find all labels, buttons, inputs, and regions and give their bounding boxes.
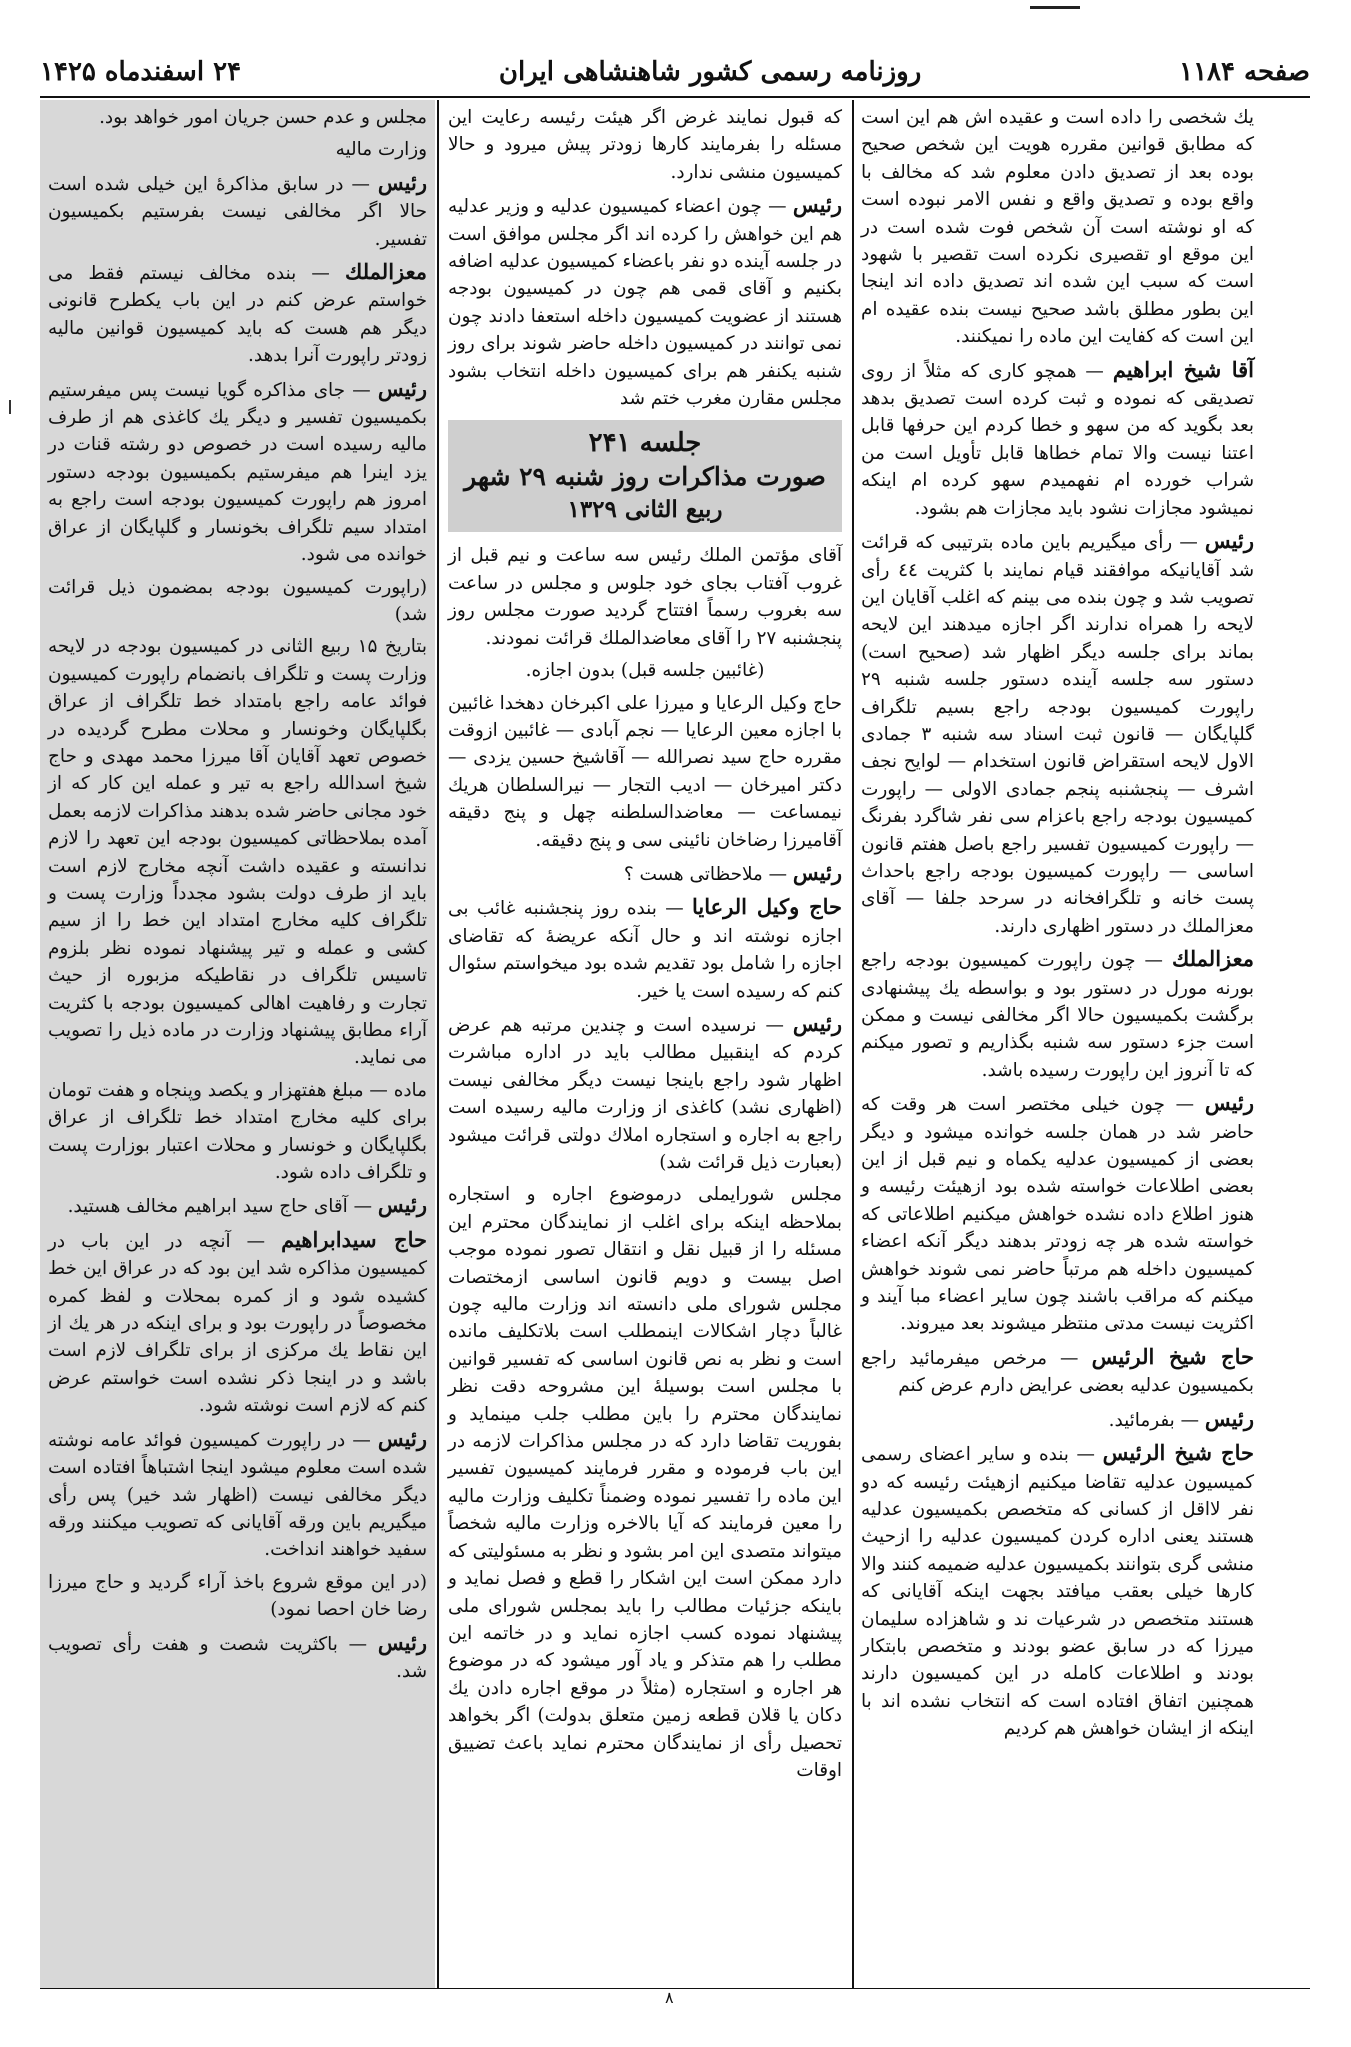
paragraph (48, 1226, 427, 1420)
speaker-name: رئیس (377, 169, 427, 195)
paragraph: حاج وکیل الرعایا و میرزا علی اکبرخان دهخدا غائبین با اجازه معین الرعایا — نجم آبادی — غائبین ازوقت مقرره حاج سید نصرالله — آقاشیخ حسین یزدی — دکتر امیرخان — ادیب التجار — نیرالسلطان هریك نیمساعت — معاضدالسلطنه چهل و پنج دقیقه آقامیرزا رضاخان نائینی سی و پنج دقیقه. (448, 692, 842, 851)
speech-text: — ملاحظاتی هست ؟ (623, 863, 788, 885)
session-number: جلسه ۲۴۱ (588, 428, 702, 459)
speech-text: — چون راپورت کمیسیون بودجه راجع بورنه مورل در دستور بود و بواسطه یك پیشنهادی برگشت بکمیسیون حالا اگر مخالفی نیست و ممکن است جزء دستور سه شنبه بگذاریم و تصور میکنم که تا آنروز این راپورت رسیده باشد. (861, 950, 1254, 1081)
speaker-name: رئیس (792, 1010, 842, 1036)
issue-date: ۲۴ اسفندماه ۱۴۲۵ (40, 57, 242, 87)
column-middle (440, 100, 850, 1988)
newspaper-title: روزنامه رسمی کشور شاهنشاهی ایران (498, 57, 922, 87)
paragraph (448, 191, 842, 412)
speaker-name: حاج شیخ الرئیس (1091, 1343, 1254, 1369)
signature: وزارت مالیه (335, 139, 427, 161)
speaker-name: حاج شیخ الرئیس (1102, 1440, 1254, 1466)
speaker-name: رئیس (377, 1192, 427, 1218)
page-header (40, 52, 1310, 92)
paragraph (861, 356, 1254, 522)
speaker-name: رئیس (1204, 1090, 1254, 1116)
paragraph: (غائبین جلسه قبل) بدون اجازه. (525, 660, 765, 682)
paragraph: یك شخصی را داده است و عقیده اش هم این است که مطابق قوانین مقرره هویت این شخص صحیح بوده بعد از تصدیق دادن معلوم شد که مخالف با واقع بوده و تصدیق واقع و نفس الامر نبوده است که او نوشته است آن شخص فوت شده است در این موقع او تقصیری نکرده است تقصیر با شهود است که سبب این شده اند تصدیق داده اند اینجا این بطور مطلق باشد صحیح نیست بنده عقیده ام این است که کفایت این ماده را نمیکنند. (861, 107, 1254, 348)
speech-text: — آنچه در این باب در کمیسیون مذاکره شد این بود که در عراق این خط کشیده شود و از کمره بمحلات و لفظ کمره مخصوصاً در راپورت بود و برای اینکه در هر یك از این نقاط یك مرکزی از برای تلگراف لازم است باشد و در اینجا ذکر نشده است خواستم عرض کنم که لازم است نوشته شود. (48, 1230, 427, 1417)
speech-text: — رأی میگیریم باین ماده بترتیبی که قرائت شد آقایانیکه موافقند قیام نمایند با کثریت ٤٤ رأی تصویب شد و چون بنده می بینم که اغلب آقایان این لایحه را همراه ندارند اگر اجازه میدهند این لایحه بماند برای جلسه دیگر اظهار شد (صحیح است) دستور سه جلسه آینده دستور جلسه شنبه ۲۹ راپورت کمیسیون بودجه راجع بسیم تلگراف گلپایگان — قانون ثبت اسناد سه شنبه ۳ جمادی الاول لایحه استقراض قانون استخدام — لوایح نجف اشرف — پنجشنبه پنجم جمادی الاولی — راپورت کمیسیون بودجه راجع باعزام سی نفر شاگرد بفرنگ — راپورت کمیسیون تفسیر راجع باصل هفتم قانون اساسی — راپورت کمیسیون بودجه راجع باحداث پست خانه و تلگرافخانه در سرحد جلفا — آقای معزالملك در دستور اظهاری دارند. (861, 532, 1254, 937)
speaker-name: حاج وکیل الرعایا (692, 894, 843, 920)
speaker-name: رئیس (792, 192, 842, 218)
speech-text: — آقای حاج سید ابراهیم مخالف هستید. (67, 1196, 373, 1218)
paragraph: مجلس و عدم حسن جریان امور خواهد بود. (99, 107, 427, 128)
speaker-name: رئیس (1204, 1405, 1254, 1431)
speech-text: — چون اعضاء کمیسیون عدلیه و وزیر عدلیه هم این خواهش را کرده اند اگر مجلس موافق است در جلسه آینده دو نفر باعضاء کمیسیون عدلیه اضافه بکنیم و آقای قمی هم چون در کمیسیون بودجه هستند از عضویت کمیسیون داخله استعفا دادند چون نمی توانند در کمیسیون داخله حاضر شوند برای روز شنبه یکنفر هم برای کمیسیون داخله انتخاب بشود مجلس مقارن مغرب ختم شد (448, 196, 842, 410)
session-heading (448, 420, 842, 532)
paragraph (861, 1089, 1254, 1338)
speaker-name: رئیس (377, 1425, 427, 1451)
column-left (40, 100, 435, 1988)
paragraph (48, 1425, 427, 1564)
speech-text: — جای مذاکره گویا نیست پس میفرستیم بکمیسیون تفسیر و دیگر یك کاغذی هم از طرف مالیه رسیده است در خصوص دو رشته قنات در یزد اینرا هم میفرستیم بکمیسیون بودجه دستور امروز هم راپورت کمیسیون بودجه است راجع به امتداد سیم تلگراف بخونسار و گلپایگان از عراق خوانده می شود. (48, 379, 427, 566)
top-mark (1030, 6, 1080, 9)
margin-mark (9, 400, 11, 414)
speech-text: — باکثریت شصت و هفت رأی تصویب شد. (48, 1633, 427, 1682)
session-date: ربیع الثانی ۱۳۲۹ (567, 496, 723, 524)
speaker-name: حاج سیدابراهیم (281, 1226, 427, 1252)
paragraph: که قبول نمایند غرض اگر هیئت رئیسه رعایت این مسئله را بفرمایند کارها زودتر پیش میرود و حالا کمیسیون منشی ندارد. (448, 107, 842, 183)
header-rule (40, 96, 1310, 98)
footer-rule (40, 1988, 1310, 1989)
paragraph: (در این موقع شروع باخذ آراء گردید و حاج میرزا رضا خان احصا نمود) (48, 1571, 427, 1621)
paragraph: آقای مؤتمن الملك رئیس سه ساعت و نیم قبل از غروب آفتاب بجای خود جلوس و مجلس در ساعت سه بغروب رسماً افتتاح گردید صورت مجلس روز پنجشنبه ۲۷ را آقای معاضدالملك قرائت نمودند. (448, 545, 842, 649)
speaker-name: آقا شیخ ابراهیم (1112, 356, 1254, 382)
paragraph (48, 169, 427, 253)
paragraph: مجلس شورایملی درموضوع اجاره و استجاره بملاحظه اینکه برای اغلب از نمایندگان محترم این مسئله را از قبیل نقل و انتقال تصور نموده موجب اصل بیست و دویم قانون اساسی ازمختصات مجلس شورای ملی دانسته اند وزارت مالیه چون غالباً دچار اشکالات اینمطلب است بلاتکلیف مانده است و نظر به نص قانون اساسی که تفسیر قوانین با مجلس است بوسیلهٔ این مشروحه دقت نظر نمایندگان محترم را باین مطلب جلب مینماید و بفوریت تقاضا دارد که در مجلس مذاکرات لازمه در این باب فرموده و مقرر فرمایند کمیسیون تفسیر این ماده را تفسیر نموده وضمناً تکلیف وزارت مالیه را معین فرمایند که آیا بالاخره وزارت مالیه شخصاً میتواند متصدی این امر بشود و نظر به مسئولیتی که دارد ممکن است این اشکار را قطع و فصل نماید و باینکه جزئیات مطالب را باید بمجلس شورای ملی پیشنهاد نموده کسب اجازه نماید و در خاتمه این مطلب را هم متذکر و یاد آور میشود که در موضوع هر اجاره و استجاره (مثلاً در موقع اجاره دادن یك دکان یا قلان قطعه زمین متعلق بدولت) اگر بخواهد تحصیل رأی از نمایندگان محترم نماید باعث تضییق اوقات (448, 1184, 842, 1781)
paragraph (861, 1405, 1254, 1434)
speech-text: — نرسیده است و چندین مرتبه هم عرض کردم که اینقبیل مطالب باید در اداره مباشرت اظهار شود راجع باینجا نیست دیگر مخالفی نیست (اظهاری نشد) کاغذی از وزارت مالیه رسیده است راجع به اجاره و استجاره املاك دولتی قرائت میشود (بعبارت ذیل قرائت شد) (448, 1014, 842, 1173)
column-divider (437, 100, 439, 1988)
paragraph (48, 1191, 427, 1220)
speech-text: — بفرمائید. (1108, 1409, 1200, 1431)
paragraph (861, 1343, 1254, 1400)
speaker-name: رئیس (377, 1629, 427, 1655)
speech-text: — در سابق مذاکرهٔ این خیلی شده است حالا اگر مخالفی نیست بفرستیم بکمیسیون تفسیر. (48, 173, 427, 250)
column-divider (852, 100, 854, 1988)
speaker-name: رئیس (792, 859, 842, 885)
paragraph (448, 1010, 842, 1176)
column-right (855, 100, 1260, 1988)
page-label: صفحه ۱۱۸۴ (1179, 57, 1310, 87)
paragraph (861, 1439, 1254, 1742)
paragraph (448, 893, 842, 1005)
paragraph (48, 375, 427, 569)
paragraph (861, 527, 1254, 940)
paragraph: ماده — مبلغ هفتهزار و یکصد وپنجاه و هفت تومان برای کلیه مخارج امتداد خط تلگراف از عراق بگلپایگان و خونسار و محلات اعتبار بوزارت پست و تلگراف داده شود. (48, 1079, 427, 1184)
speech-text: — بنده مخالف نیستم فقط می خواستم عرض کنم در این باب یکطرح قانونی دیگر هم هست که باید کمیسیون قوانین مالیه زودتر راپورت آنرا بدهد. (48, 263, 427, 367)
speech-text: — مرخص میفرمائید راجع بکمیسیون عدلیه بعضی عرایض دارم عرض کنم (861, 1347, 1254, 1397)
page-number: ۸ (665, 1988, 674, 2007)
speaker-name: رئیس (1204, 528, 1254, 554)
speech-text: — بنده و سایر اعضای رسمی کمیسیون عدلیه تقاضا میکنیم ازهیئت رئیسه که دو نفر لااقل از کسانی که متخصص بکمیسیون عدلیه هستند یعنی اداره کردن کمیسیون عدلیه را ازحیث منشی گری بتوانند بکمیسیون عدلیه ضمیمه کنند والا کارها خیلی بعقب میافتد بجهت اینکه آقایانی که هستند متخصص در شرعیات ند و شاهزاده سلیمان میرزا که در سابق عضو بودند و متخصص بابتکار بودند و اطلاعات کامله در این کمیسیون دارند همچنین اتفاق افتاده است که انتخاب نشده اند با اینکه از ایشان خواهش هم کردیم (861, 1444, 1254, 1740)
paragraph: بتاریخ ۱۵ ربیع الثانی در کمیسیون بودجه در لایحه وزارت پست و تلگراف بانضمام راپورت کمیسیون فوائد عامه راجع بامتداد خط تلگراف از عراق بگلپایگان وخونسار و محلات مطرح گردیده در خصوص تعهد آقایان آقا میرزا محمد مهدی و حاج شیخ اسدالله راجع به تیر و عمله این کار که از خود مجانی حاضر شده بدهند مذاکرات لازمه بعمل آمده بملاحظاتی کمیسیون بودجه این تعهد را لازم ندانسته و عقیده داشت آنچه مخارج لازم است باید از طرف دولت بشود مجدداً وزارت پست و تلگراف کلیه مخارج امتداد این خط را از سیم کشی و عمله و تیر پیشنهاد نموده نظر بلزوم تاسیس تلگراف در نقاطیکه مزبوره از حیث تجارت و رفاهیت اهالی کمیسیون بودجه با کثریت آراء مطابق پیشنهاد وزارت در ماده ذیل را تصویب می نماید. (48, 636, 427, 1069)
speech-text: — در راپورت کمیسیون فوائد عامه نوشته شده است معلوم میشود اینجا اشتباهاً افتاده است دیگر مخالفی نیست (اظهار شد خیر) پس رأی میگیریم باین ورقه آقایانی که تصویب میکنند ورقه سفید خواهند انداخت. (48, 1429, 427, 1561)
paragraph (48, 258, 427, 370)
speech-text: — بنده روز پنجشنبه غائب بی اجازه نوشته اند و حال آنکه عریضهٔ که تقاضای اجازه را شامل بود تقدیم شده بود میخواستم سئوال کنم که رسیده است یا خیر. (448, 898, 842, 1002)
speaker-name: معزالملك (1172, 946, 1254, 972)
session-title: صورت مذاکرات روز شنبه ۲۹ شهر (464, 462, 826, 492)
speaker-name: معزالملك (345, 259, 427, 285)
speech-text: — چون خیلی مختصر است هر وقت که حاضر شد در همان جلسه خوانده میشود و دیگر بعضی از کمیسیون عدلیه یکماه و نیم قبل از این بعضی اطلاعات خواسته شده بود ازهیئت رئیسه و هنوز اطلاع داده نشده خواهش میکنیم اطلاعاتی که خواسته شده هر چه زودتر بدهند دیگر آنکه اعضاء کمیسیون داخله هم مرتباً حاضر نمی شوند خواهش میکنم که مراقب باشند چون سایر اعضاء مبا آیند و اکثریت نیست مدتی منتظر میشوند بعد میروند. (861, 1094, 1254, 1335)
paragraph: (راپورت کمیسیون بودجه بمضمون ذیل قرائت شد) (48, 576, 427, 625)
speaker-name: رئیس (377, 375, 427, 401)
paragraph (861, 945, 1254, 1084)
paragraph (48, 1629, 427, 1686)
speech-text: — همچو کاری که مثلاً از روی تصدیقی که نموده و ثبت کرده است تصدیق بدهد بعد بگوید که من سهو و خطا کردم این حرفها قابل اعتنا نیست والا تمام خطاها قابل تأویل است من شراب خورده ام نفهمیدم سهو کرده ام اینکه نمیشود مجازات نشود باید مجازات هم بشود. (861, 360, 1254, 519)
paragraph (448, 859, 842, 888)
